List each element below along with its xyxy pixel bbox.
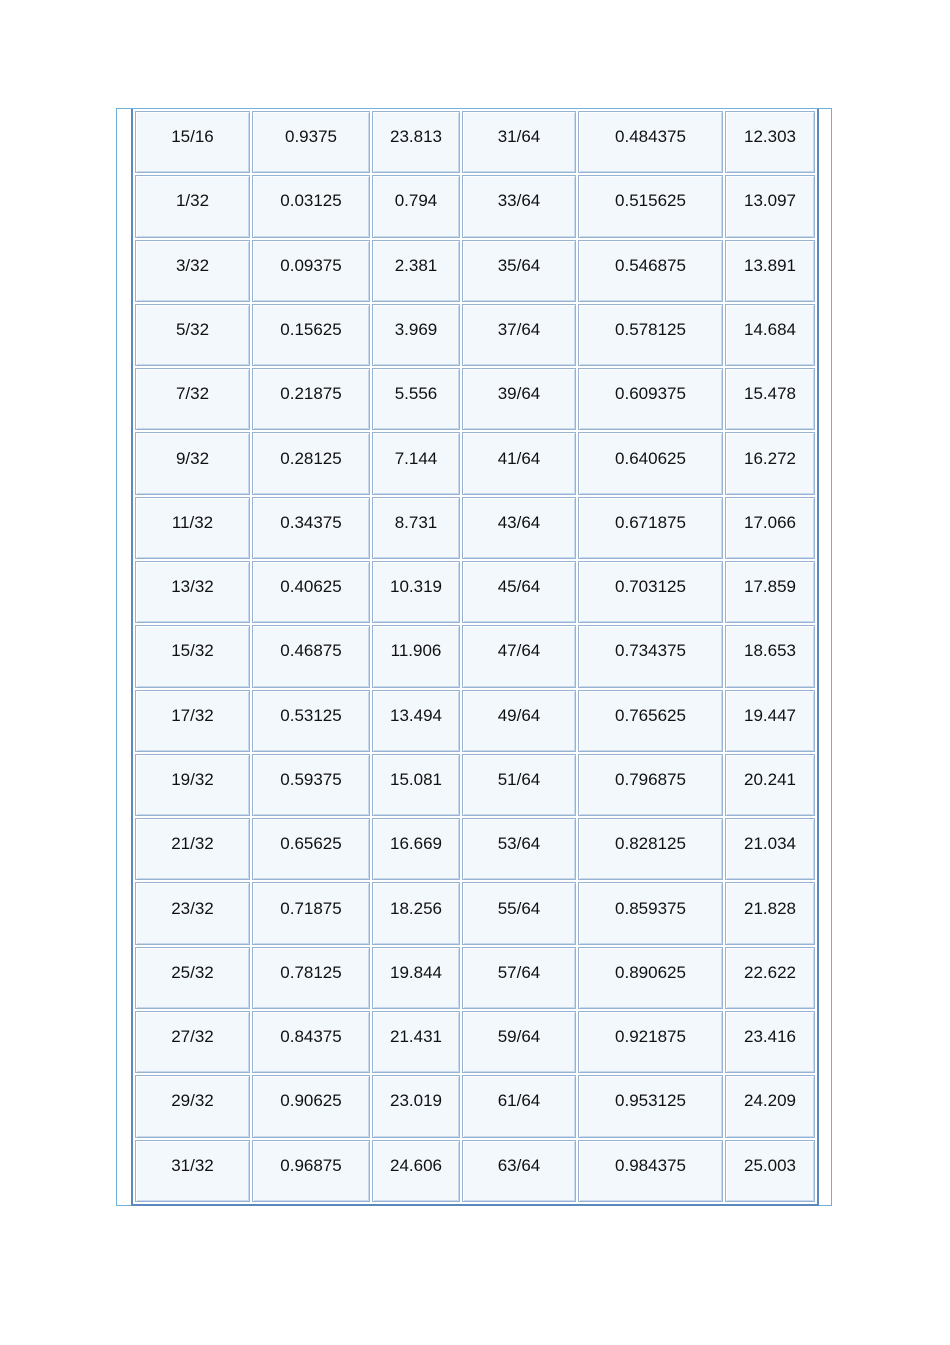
decimal-cell: 0.921875 [578, 1011, 723, 1073]
decimal-cell: 0.515625 [578, 175, 723, 237]
decimal-cell: 0.9375 [252, 111, 370, 173]
decimal-cell: 0.59375 [252, 754, 370, 816]
fraction-cell: 31/32 [135, 1140, 250, 1203]
table-row [135, 818, 815, 880]
millimeter-cell: 23.019 [372, 1075, 460, 1137]
table-row [135, 240, 815, 302]
fraction-cell: 25/32 [135, 947, 250, 1009]
decimal-cell: 0.859375 [578, 882, 723, 944]
table-body [135, 111, 815, 1202]
millimeter-cell: 21.034 [725, 818, 815, 880]
fraction-cell: 55/64 [462, 882, 576, 944]
table-row [135, 1140, 815, 1203]
fraction-cell: 13/32 [135, 561, 250, 623]
table-row [135, 754, 815, 816]
fraction-cell: 27/32 [135, 1011, 250, 1073]
decimal-cell: 0.734375 [578, 625, 723, 687]
millimeter-cell: 21.431 [372, 1011, 460, 1073]
millimeter-cell: 20.241 [725, 754, 815, 816]
millimeter-cell: 15.478 [725, 368, 815, 430]
fraction-cell: 29/32 [135, 1075, 250, 1137]
fraction-cell: 15/32 [135, 625, 250, 687]
decimal-cell: 0.953125 [578, 1075, 723, 1137]
decimal-cell: 0.546875 [578, 240, 723, 302]
fraction-cell: 35/64 [462, 240, 576, 302]
fraction-cell: 3/32 [135, 240, 250, 302]
decimal-cell: 0.984375 [578, 1140, 723, 1203]
decimal-cell: 0.484375 [578, 111, 723, 173]
fraction-cell: 23/32 [135, 882, 250, 944]
table-row [135, 304, 815, 366]
table-row [135, 690, 815, 752]
fraction-cell: 7/32 [135, 368, 250, 430]
decimal-cell: 0.28125 [252, 432, 370, 494]
fraction-cell: 47/64 [462, 625, 576, 687]
millimeter-cell: 25.003 [725, 1140, 815, 1203]
fraction-decimal-mm-table [133, 109, 817, 1204]
decimal-cell: 0.640625 [578, 432, 723, 494]
millimeter-cell: 22.622 [725, 947, 815, 1009]
table-row [135, 368, 815, 430]
millimeter-cell: 24.606 [372, 1140, 460, 1203]
millimeter-cell: 13.097 [725, 175, 815, 237]
fraction-cell: 61/64 [462, 1075, 576, 1137]
fraction-cell: 39/64 [462, 368, 576, 430]
millimeter-cell: 14.684 [725, 304, 815, 366]
millimeter-cell: 7.144 [372, 432, 460, 494]
fraction-cell: 21/32 [135, 818, 250, 880]
fraction-cell: 19/32 [135, 754, 250, 816]
fraction-cell: 43/64 [462, 497, 576, 559]
table-row [135, 561, 815, 623]
decimal-cell: 0.96875 [252, 1140, 370, 1203]
decimal-cell: 0.15625 [252, 304, 370, 366]
millimeter-cell: 17.066 [725, 497, 815, 559]
millimeter-cell: 18.653 [725, 625, 815, 687]
table-row [135, 625, 815, 687]
millimeter-cell: 8.731 [372, 497, 460, 559]
decimal-cell: 0.828125 [578, 818, 723, 880]
millimeter-cell: 21.828 [725, 882, 815, 944]
fraction-cell: 45/64 [462, 561, 576, 623]
millimeter-cell: 23.813 [372, 111, 460, 173]
decimal-cell: 0.03125 [252, 175, 370, 237]
fraction-cell: 41/64 [462, 432, 576, 494]
fraction-cell: 33/64 [462, 175, 576, 237]
millimeter-cell: 11.906 [372, 625, 460, 687]
decimal-cell: 0.796875 [578, 754, 723, 816]
millimeter-cell: 19.447 [725, 690, 815, 752]
millimeter-cell: 18.256 [372, 882, 460, 944]
millimeter-cell: 10.319 [372, 561, 460, 623]
millimeter-cell: 16.669 [372, 818, 460, 880]
decimal-cell: 0.53125 [252, 690, 370, 752]
fraction-cell: 1/32 [135, 175, 250, 237]
table-row [135, 432, 815, 494]
millimeter-cell: 3.969 [372, 304, 460, 366]
decimal-cell: 0.21875 [252, 368, 370, 430]
decimal-cell: 0.578125 [578, 304, 723, 366]
fraction-cell: 37/64 [462, 304, 576, 366]
fraction-cell: 9/32 [135, 432, 250, 494]
table-row [135, 947, 815, 1009]
decimal-cell: 0.703125 [578, 561, 723, 623]
decimal-cell: 0.71875 [252, 882, 370, 944]
decimal-cell: 0.765625 [578, 690, 723, 752]
fraction-cell: 49/64 [462, 690, 576, 752]
decimal-cell: 0.09375 [252, 240, 370, 302]
fraction-cell: 11/32 [135, 497, 250, 559]
decimal-cell: 0.84375 [252, 1011, 370, 1073]
conversion-table-container [131, 109, 819, 1206]
decimal-cell: 0.890625 [578, 947, 723, 1009]
millimeter-cell: 24.209 [725, 1075, 815, 1137]
fraction-cell: 57/64 [462, 947, 576, 1009]
millimeter-cell: 15.081 [372, 754, 460, 816]
millimeter-cell: 23.416 [725, 1011, 815, 1073]
table-row [135, 497, 815, 559]
fraction-cell: 53/64 [462, 818, 576, 880]
millimeter-cell: 0.794 [372, 175, 460, 237]
decimal-cell: 0.90625 [252, 1075, 370, 1137]
table-row [135, 175, 815, 237]
decimal-cell: 0.46875 [252, 625, 370, 687]
millimeter-cell: 12.303 [725, 111, 815, 173]
table-row [135, 111, 815, 173]
millimeter-cell: 17.859 [725, 561, 815, 623]
decimal-cell: 0.78125 [252, 947, 370, 1009]
fraction-cell: 63/64 [462, 1140, 576, 1203]
decimal-cell: 0.671875 [578, 497, 723, 559]
millimeter-cell: 19.844 [372, 947, 460, 1009]
millimeter-cell: 13.891 [725, 240, 815, 302]
fraction-cell: 51/64 [462, 754, 576, 816]
millimeter-cell: 5.556 [372, 368, 460, 430]
millimeter-cell: 13.494 [372, 690, 460, 752]
table-row [135, 882, 815, 944]
fraction-cell: 59/64 [462, 1011, 576, 1073]
table-row [135, 1075, 815, 1137]
decimal-cell: 0.65625 [252, 818, 370, 880]
fraction-cell: 17/32 [135, 690, 250, 752]
millimeter-cell: 16.272 [725, 432, 815, 494]
decimal-cell: 0.40625 [252, 561, 370, 623]
fraction-cell: 31/64 [462, 111, 576, 173]
millimeter-cell: 2.381 [372, 240, 460, 302]
table-row [135, 1011, 815, 1073]
fraction-cell: 15/16 [135, 111, 250, 173]
decimal-cell: 0.34375 [252, 497, 370, 559]
decimal-cell: 0.609375 [578, 368, 723, 430]
fraction-cell: 5/32 [135, 304, 250, 366]
